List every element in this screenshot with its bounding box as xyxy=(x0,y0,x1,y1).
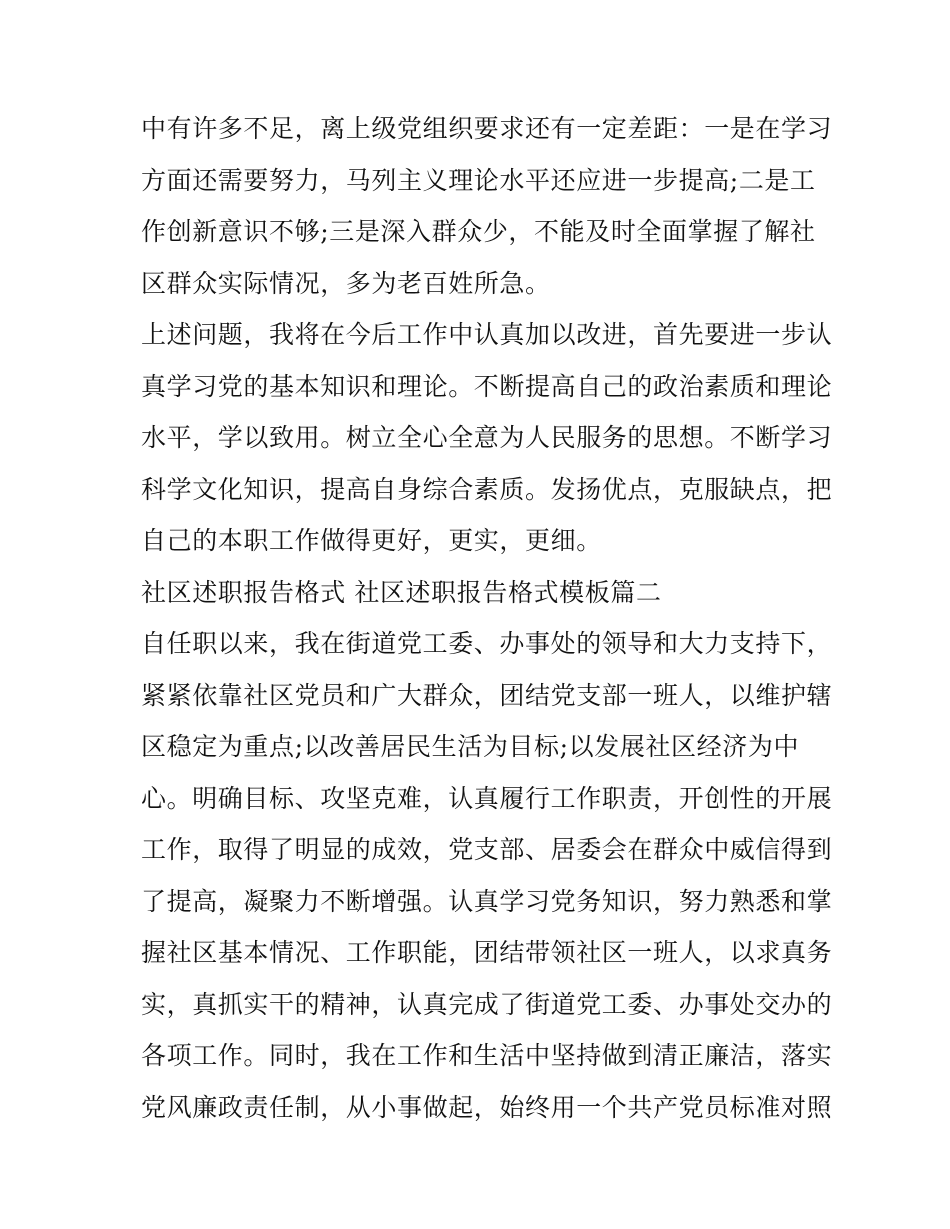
text-line: 科学文化知识，提高自身综合素质。发扬优点，克服缺点，把 xyxy=(141,474,833,504)
text-line: 工作，取得了明显的成效，党支部、居委会在群众中威信得到 xyxy=(141,835,833,864)
text-line: 自任职以来，我在街道党工委、办事处的领导和大力支持下， xyxy=(141,629,833,658)
text-line: 方面还需要努力，马列主义理论水平还应进一步提高;二是工 xyxy=(141,165,816,195)
text-line: 上述问题，我将在今后工作中认真加以改进，首先要进一步认 xyxy=(141,320,833,349)
document-body xyxy=(141,103,833,1133)
text-line: 作创新意识不够;三是深入群众少，不能及时全面掌握了解社 xyxy=(141,217,816,246)
text-line: 中有许多不足，离上级党组织要求还有一定差距：一是在学习 xyxy=(141,114,833,143)
text-line: 自己的本职工作做得更好，更实，更细。 xyxy=(141,526,602,555)
section-heading: 社区述职报告格式 社区述职报告格式模板篇二 xyxy=(141,577,662,607)
text-line: 区群众实际情况，多为老百姓所急。 xyxy=(141,268,551,298)
text-line: 真学习党的基本知识和理论。不断提高自己的政治素质和理论 xyxy=(141,371,833,401)
text-line: 区稳定为重点;以改善居民生活为目标;以发展社区经济为中 xyxy=(141,732,800,761)
text-line: 了提高，凝聚力不断增强。认真学习党务知识，努力熟悉和掌 xyxy=(141,886,833,916)
text-line: 各项工作。同时，我在工作和生活中坚持做到清正廉洁，落实 xyxy=(141,1041,833,1070)
text-line: 握社区基本情况、工作职能，团结带领社区一班人，以求真务 xyxy=(141,938,833,967)
text-line: 党风廉政责任制，从小事做起，始终用一个共产党员标准对照 xyxy=(141,1092,833,1122)
text-line: 实，真抓实干的精神，认真完成了街道党工委、办事处交办的 xyxy=(141,989,833,1019)
text-line: 紧紧依靠社区党员和广大群众，团结党支部一班人，以维护辖 xyxy=(141,680,833,710)
text-line: 水平，学以致用。树立全心全意为人民服务的思想。不断学习 xyxy=(141,423,833,452)
text-line: 心。明确目标、攻坚克难，认真履行工作职责，开创性的开展 xyxy=(141,783,833,813)
